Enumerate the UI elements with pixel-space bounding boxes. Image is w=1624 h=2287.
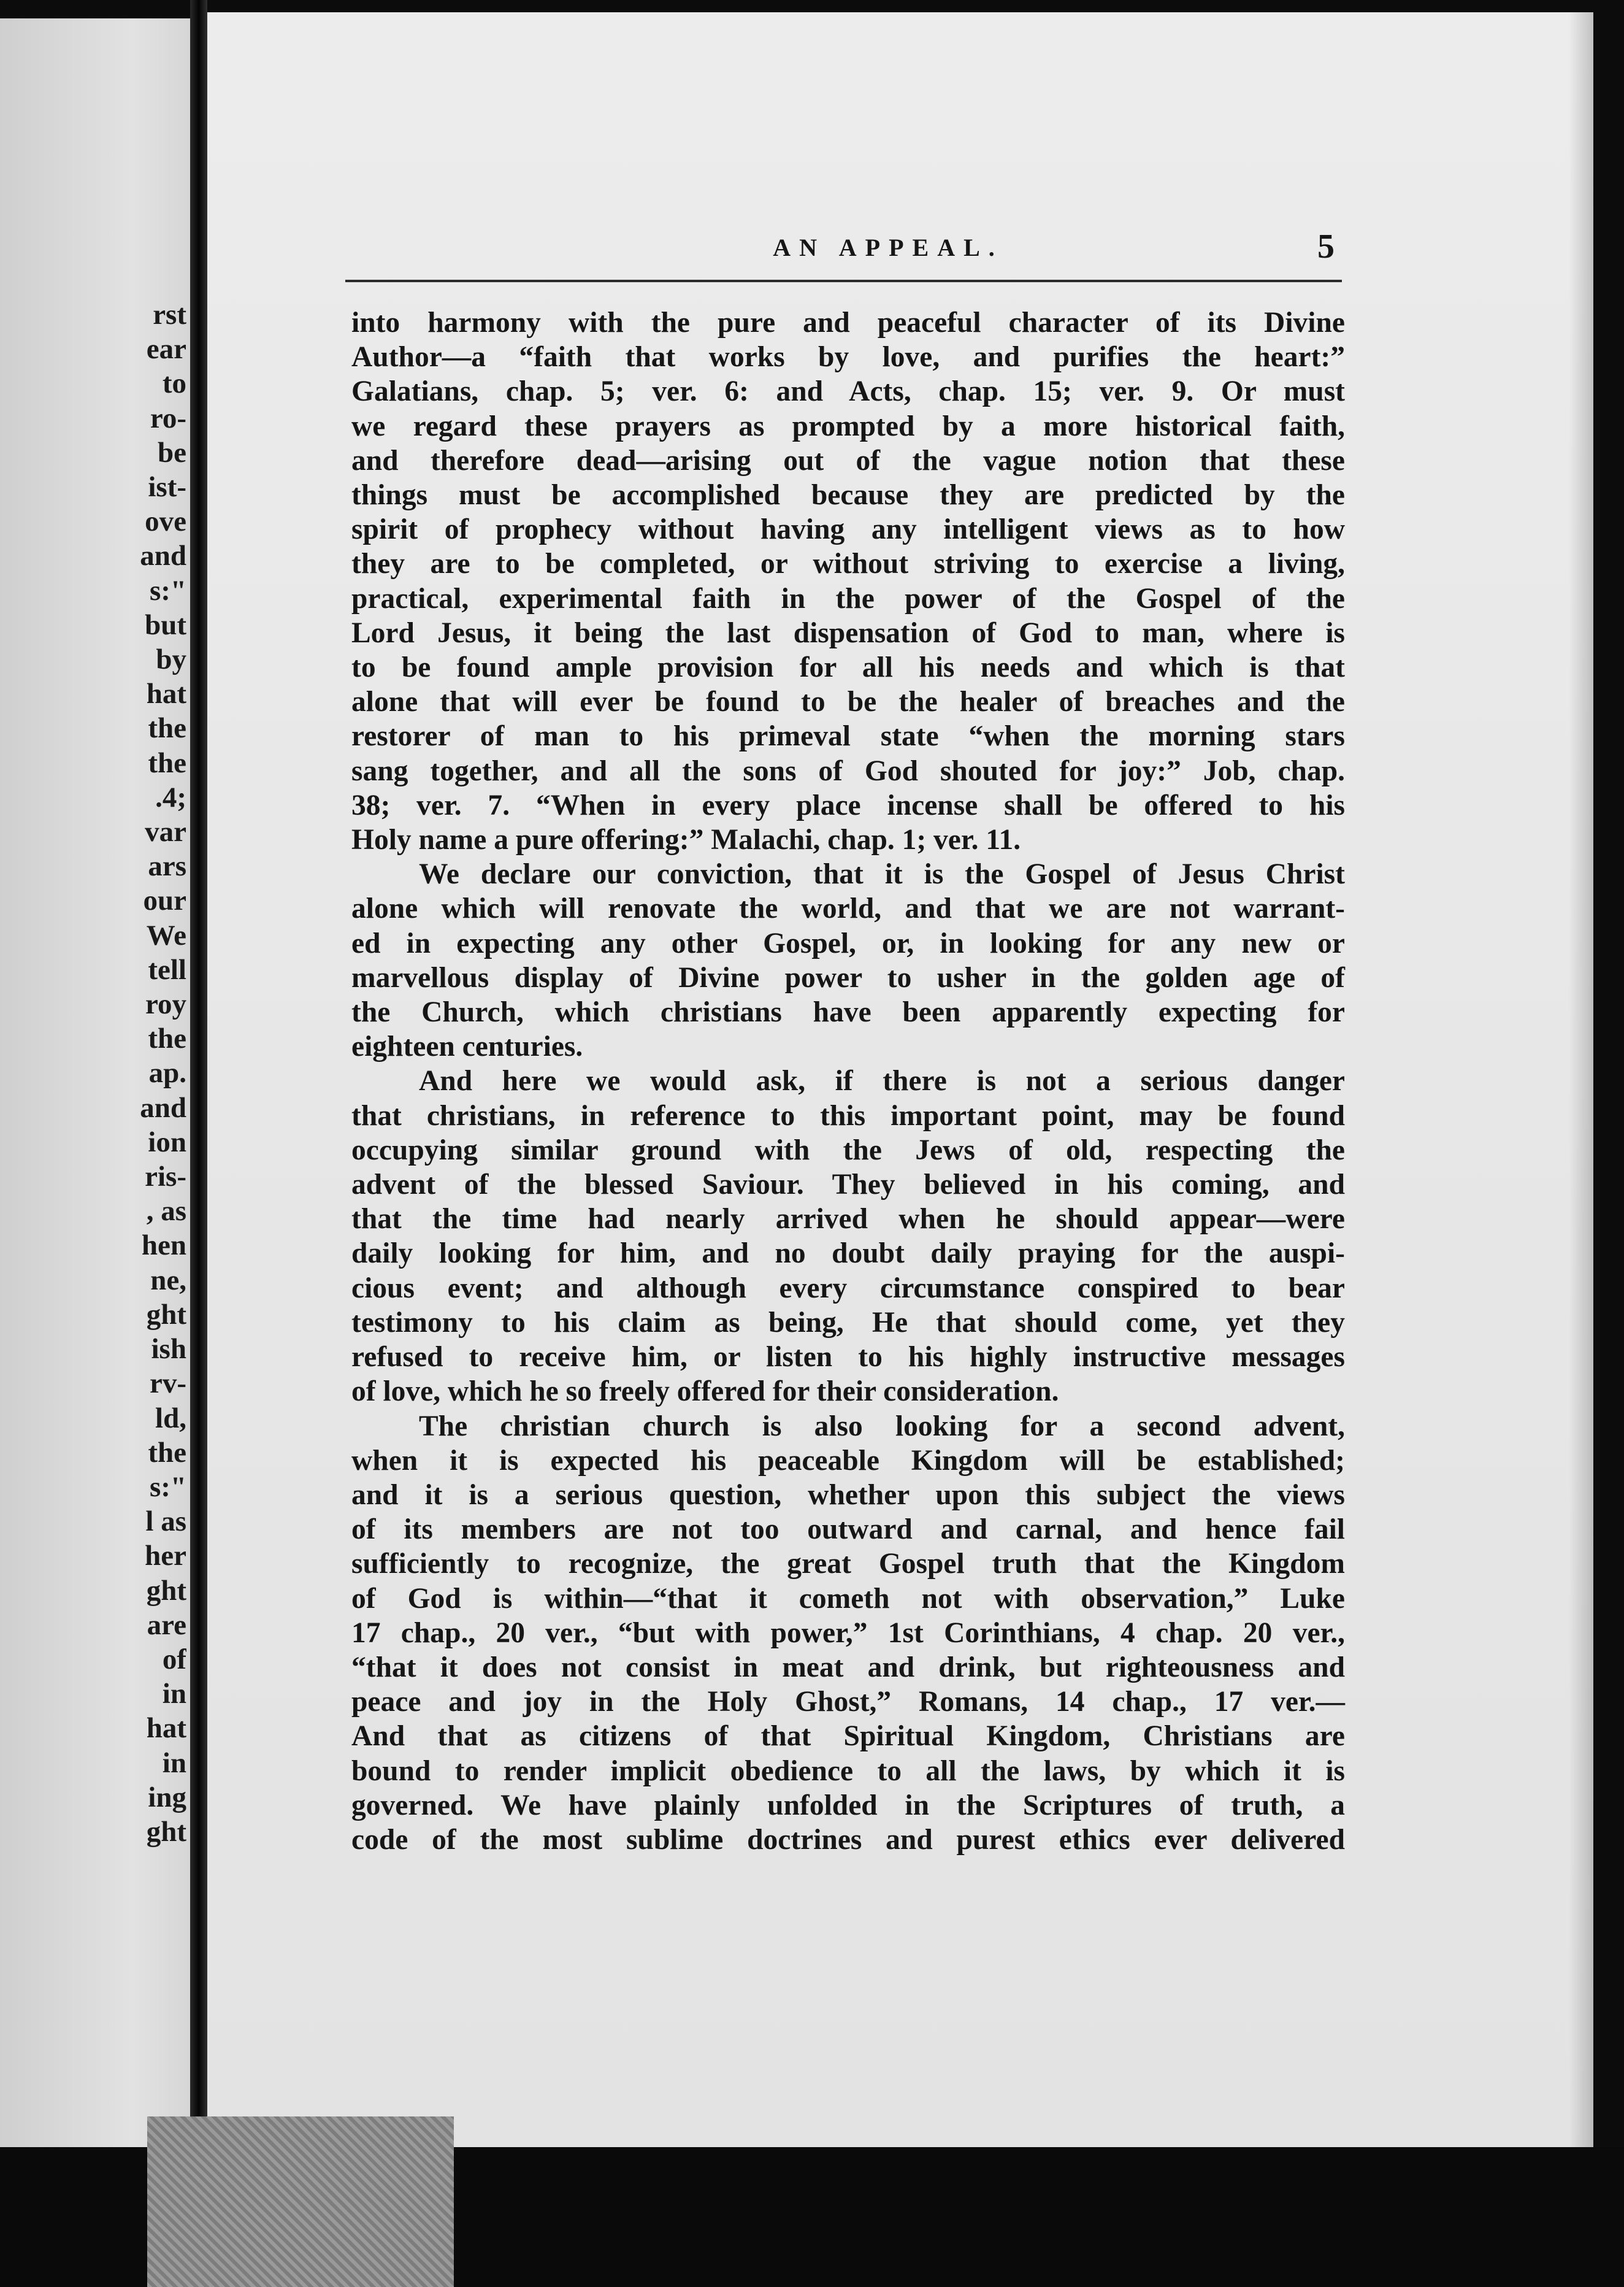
text-line: 17 chap., 20 ver., “but with power,” 1st Corinthians, 4 chap. 20 ver., (351, 1616, 1345, 1649)
facing-page-fragment: ght (146, 1298, 186, 1331)
text-line: sufficiently to recognize, the great Gospel truth that the Kingdom (351, 1548, 1345, 1580)
facing-page-fragment: by (156, 644, 186, 676)
facing-page-fragment: rv- (149, 1367, 186, 1400)
text-line: governed. We have plainly unfolded in the Scriptures of truth, a (351, 1789, 1345, 1821)
facing-page-fragment: be (158, 436, 186, 469)
text-line: alone that will ever be found to be the healer of breaches and the (351, 686, 1345, 718)
text-line: of love, which he so freely offered for their consideration. (351, 1375, 1059, 1408)
facing-page-fragment: , as (146, 1195, 186, 1228)
facing-page-fragment: ne, (150, 1264, 186, 1296)
facing-page-fragment: .4; (155, 781, 186, 813)
facing-page-fragment: the (148, 1023, 186, 1055)
facing-page-fragment: to (162, 367, 186, 400)
text-line: and it is a serious question, whether upon this subject the views (351, 1478, 1345, 1511)
page (207, 12, 1593, 2147)
header-rule (345, 280, 1342, 282)
text-line: And that as citizens of that Spiritual Kingdom, Christians are (351, 1720, 1345, 1753)
facing-page-fragment: We (146, 919, 186, 951)
text-line: code of the most sublime doctrines and purest ethics ever delivered (351, 1823, 1345, 1856)
running-head: AN APPEAL. (773, 234, 1003, 261)
text-line: they are to be completed, or without striving to exercise a living, (351, 548, 1345, 580)
book-gutter (190, 0, 207, 2287)
facing-page-fragment: var (145, 816, 186, 848)
facing-page-fragment: ris- (145, 1161, 186, 1193)
text-line: Lord Jesus, it being the last dispensation of God to man, where is (351, 617, 1345, 649)
facing-page-fragment: and (140, 1091, 186, 1124)
text-line: that the time had nearly arrived when he should appear—were (351, 1203, 1345, 1236)
facing-page-fragment: and (140, 540, 186, 572)
text-line: sang together, and all the sons of God shouted for joy:” Job, chap. (351, 755, 1345, 787)
text-line: of God is within—“that it cometh not with observation,” Luke (351, 1582, 1345, 1615)
body-text (351, 306, 1345, 1857)
facing-page-fragment: hat (146, 678, 186, 710)
binding-cloth-tape (147, 2116, 454, 2287)
facing-page-fragment: rst (153, 299, 186, 331)
text-line: The christian church is also looking for a second advent, (419, 1410, 1345, 1442)
facing-page-fragment: hen (141, 1229, 186, 1262)
page-edge-shadow (1569, 12, 1593, 2147)
text-line: marvellous display of Divine power to usher in the golden age of (351, 961, 1345, 994)
text-line: we regard these prayers as prompted by a more historical faith, (351, 410, 1345, 442)
text-line: And here we would ask, if there is not a serious danger (419, 1065, 1345, 1097)
facing-page-fragment: her (145, 1540, 186, 1572)
text-line: advent of the blessed Saviour. They believed in his coming, and (351, 1169, 1345, 1201)
text-line: peace and joy in the Holy Ghost,” Romans, 14 chap., 17 ver.— (351, 1686, 1345, 1718)
facing-page-fragment: ro- (150, 402, 186, 434)
text-line: cious event; and although every circumstance conspired to bear (351, 1272, 1345, 1304)
facing-page-fragment: of (162, 1643, 186, 1675)
facing-page-fragment: ion (148, 1126, 186, 1158)
text-line: “that it does not consist in meat and drink, but righteousness and (351, 1651, 1345, 1683)
text-line: refused to receive him, or listen to his highly instructive messages (351, 1341, 1345, 1374)
facing-page-left (0, 18, 190, 2153)
facing-page-fragment: our (143, 885, 186, 917)
text-line: ed in expecting any other Gospel, or, in looking for any new or (351, 927, 1345, 959)
text-line: Holy name a pure offering:” Malachi, chap. 1; ver. 11. (351, 824, 1021, 856)
facing-page-fragment: ght (146, 1815, 186, 1848)
text-line: spirit of prophecy without having any intelligent views as to how (351, 513, 1345, 546)
facing-page-fragment: ish (151, 1333, 186, 1366)
text-line: to be found ample provision for all his needs and which is that (351, 652, 1345, 684)
text-line: occupying similar ground with the Jews of old, respecting the (351, 1134, 1345, 1166)
facing-page-fragment: roy (145, 988, 186, 1021)
text-line: when it is expected his peaceable Kingdom will be established; (351, 1444, 1345, 1477)
facing-page-fragment: ld, (155, 1402, 186, 1434)
facing-page-fragment: ove (145, 505, 186, 538)
text-line: eighteen centuries. (351, 1031, 583, 1063)
facing-page-text-fragments (101, 298, 186, 1849)
text-line: 38; ver. 7. “When in every place incense shall be offered to his (351, 789, 1345, 821)
facing-page-fragment: the (148, 747, 186, 779)
facing-page-fragment: are (147, 1609, 186, 1641)
text-line: things must be accomplished because they are predicted by the (351, 479, 1345, 512)
facing-page-fragment: ght (146, 1574, 186, 1607)
facing-page-fragment: the (148, 1436, 186, 1469)
facing-page-fragment: but (145, 609, 186, 641)
facing-page-fragment: l as (145, 1505, 186, 1538)
text-line: bound to render implicit obedience to all the laws, by which it is (351, 1755, 1345, 1787)
text-line: practical, experimental faith in the power of the Gospel of the (351, 582, 1345, 615)
page-number: 5 (1317, 228, 1335, 266)
facing-page-fragment: s:" (149, 1470, 186, 1503)
facing-page-fragment: ars (148, 850, 186, 883)
facing-page-fragment: s:" (149, 574, 186, 607)
text-line: that christians, in reference to this important point, may be found (351, 1099, 1345, 1132)
text-line: of its members are not too outward and carnal, and hence fail (351, 1513, 1345, 1546)
text-line: the Church, which christians have been apparently expecting for (351, 996, 1345, 1029)
facing-page-fragment: in (162, 1678, 186, 1710)
text-line: and therefore dead—arising out of the vague notion that these (351, 444, 1345, 477)
text-line: daily looking for him, and no doubt daily praying for the auspi- (351, 1237, 1345, 1270)
facing-page-fragment: ing (148, 1781, 186, 1813)
facing-page-fragment: ear (146, 333, 186, 366)
text-line: restorer of man to his primeval state “when the morning stars (351, 720, 1345, 753)
text-line: Author—a “faith that works by love, and purifies the heart:” (351, 341, 1345, 374)
text-line: testimony to his claim as being, He that should come, yet they (351, 1306, 1345, 1339)
facing-page-fragment: ist- (148, 471, 186, 504)
facing-page-fragment: ap. (148, 1057, 186, 1090)
text-line: We declare our conviction, that it is the Gospel of Jesus Christ (419, 858, 1345, 891)
facing-page-fragment: the (148, 712, 186, 745)
text-line: into harmony with the pure and peaceful character of its Divine (351, 307, 1345, 339)
facing-page-fragment: tell (148, 953, 186, 986)
text-line: Galatians, chap. 5; ver. 6: and Acts, chap. 15; ver. 9. Or must (351, 375, 1345, 408)
text-line: alone which will renovate the world, and that we are not warrant- (351, 893, 1345, 925)
facing-page-fragment: in (162, 1747, 186, 1779)
facing-page-fragment: hat (146, 1712, 186, 1745)
